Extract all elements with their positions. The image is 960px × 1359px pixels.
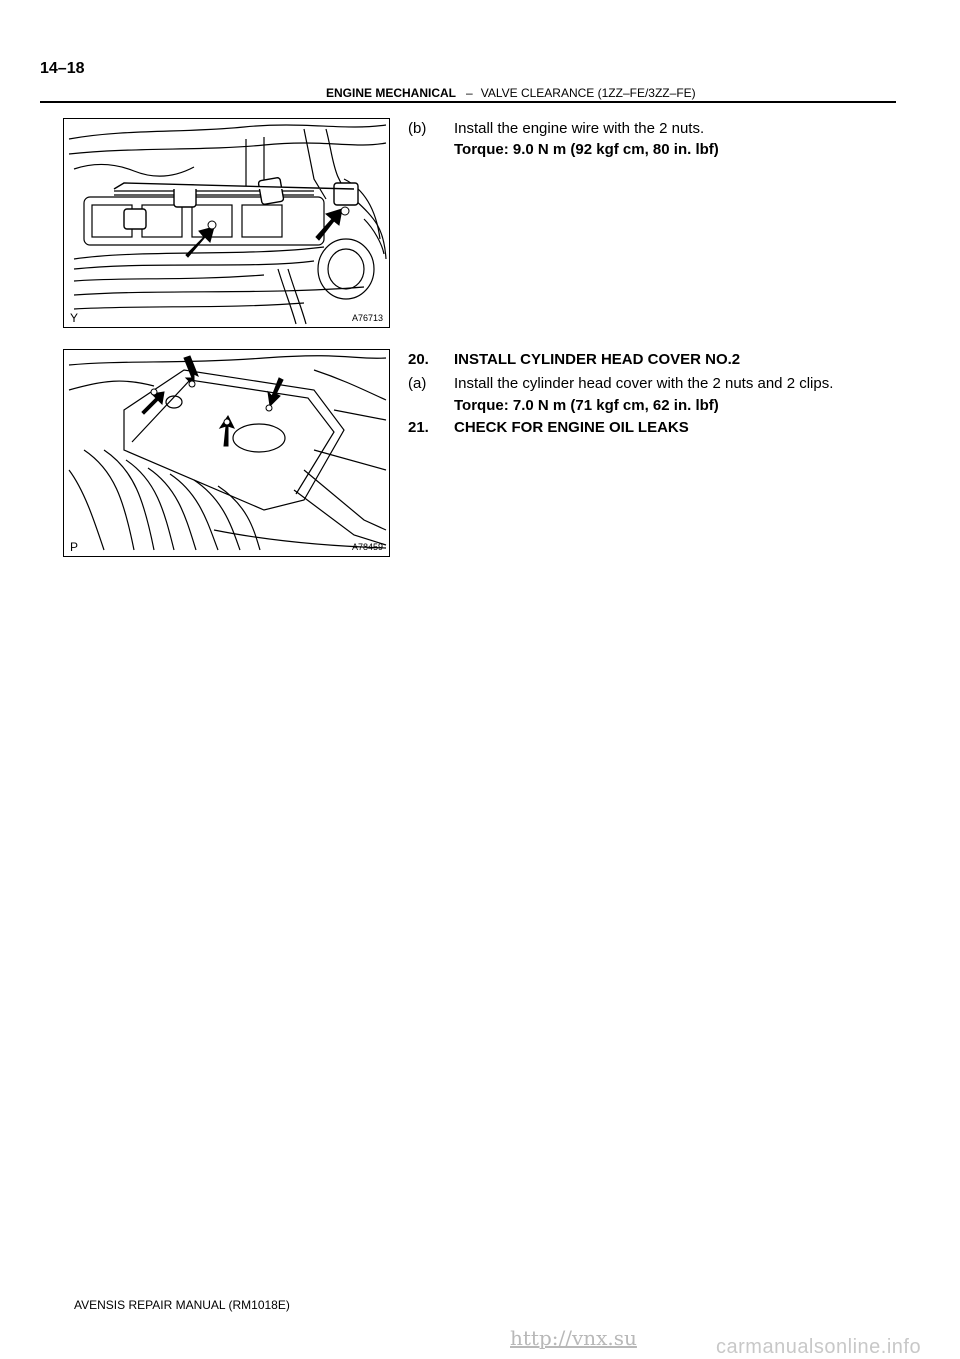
step-20-text: INSTALL CYLINDER HEAD COVER NO.2 bbox=[454, 351, 741, 368]
watermark-site: carmanualsonline.info bbox=[716, 1336, 922, 1358]
watermark-link[interactable]: http://vnx.su bbox=[510, 1326, 637, 1350]
figure-letter: Y bbox=[70, 311, 79, 325]
figure-code: A76713 bbox=[351, 313, 383, 323]
step-b-torque: Torque: 9.0 N m (92 kgf cm, 80 in. lbf) bbox=[454, 141, 719, 158]
step-21-text: CHECK FOR ENGINE OIL LEAKS bbox=[454, 419, 689, 436]
footer-manual-title: AVENSIS REPAIR MANUAL (RM1018E) bbox=[74, 1298, 290, 1312]
header-dash: – bbox=[466, 86, 473, 100]
figure-cylinder-head-cover bbox=[63, 349, 390, 557]
step-21-label: 21. bbox=[408, 419, 429, 436]
figure-letter: P bbox=[70, 540, 79, 554]
page-header bbox=[326, 86, 696, 100]
step-a-torque: Torque: 7.0 N m (71 kgf cm, 62 in. lbf) bbox=[454, 397, 719, 414]
figure-engine-wire bbox=[63, 118, 390, 328]
figure-code: A78459 bbox=[351, 542, 383, 552]
page-number: 14–18 bbox=[40, 60, 85, 77]
step-a-label: (a) bbox=[408, 375, 427, 392]
engine-wire-illustration bbox=[64, 119, 390, 328]
header-subsection: VALVE CLEARANCE (1ZZ–FE/3ZZ–FE) bbox=[480, 86, 696, 100]
head-cover-illustration bbox=[64, 350, 390, 557]
header-rule bbox=[40, 101, 896, 103]
header-section: ENGINE MECHANICAL bbox=[326, 86, 457, 100]
step-b-label: (b) bbox=[408, 120, 427, 137]
step-b-text: Install the engine wire with the 2 nuts. bbox=[454, 120, 705, 137]
step-20-label: 20. bbox=[408, 351, 429, 368]
step-a-text: Install the cylinder head cover with the 2 nuts and 2 clips. bbox=[454, 375, 834, 392]
